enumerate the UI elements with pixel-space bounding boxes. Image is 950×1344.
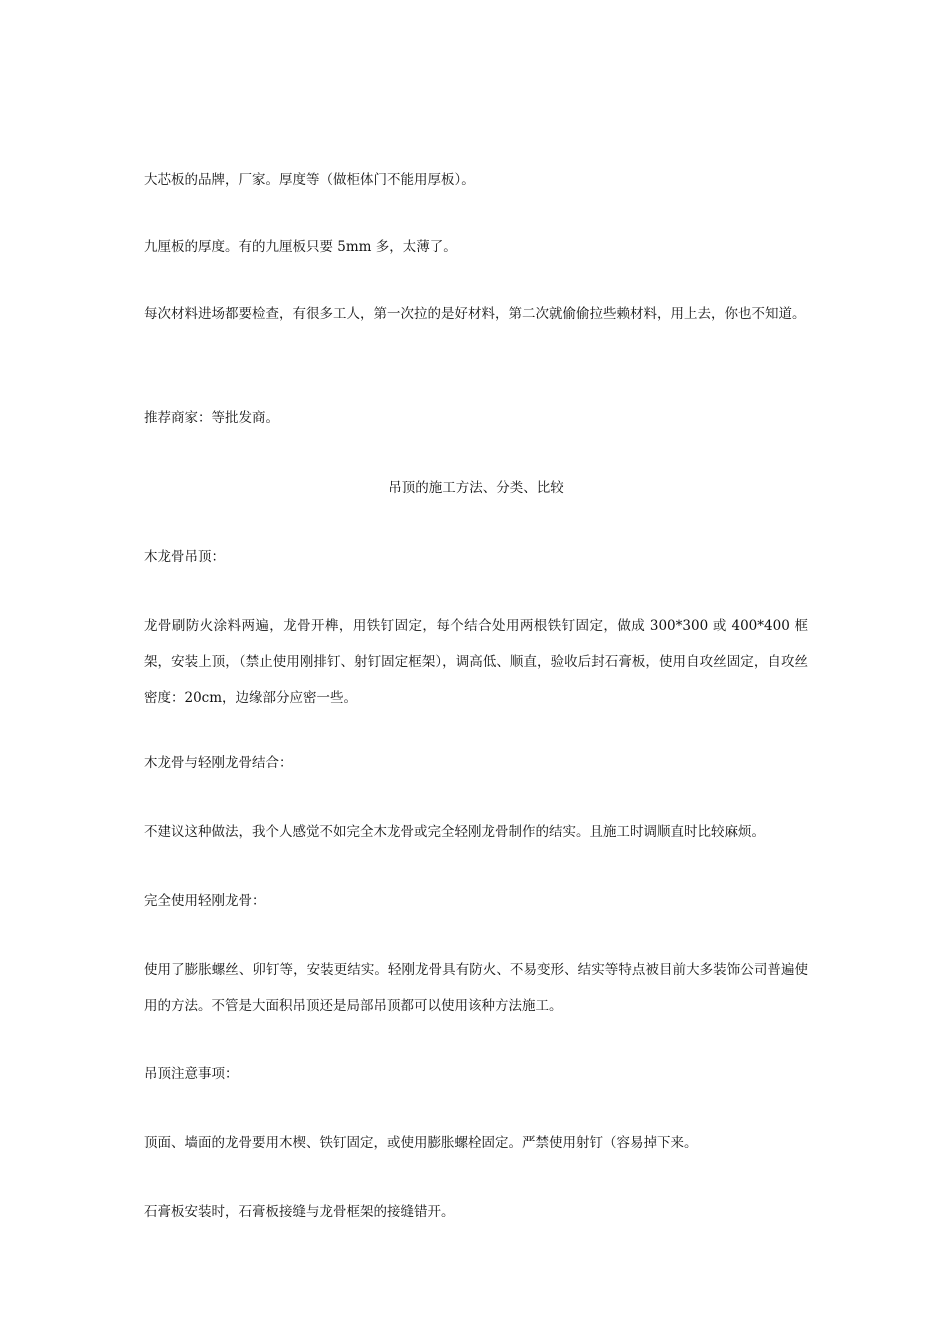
paragraph-keel-fixing: 顶面、墙面的龙骨要用木楔、铁钉固定，或使用膨胀螺栓固定。严禁使用射钉（容易掉下来。	[144, 1135, 698, 1151]
subheading-light-steel: 完全使用轻刚龙骨：	[144, 893, 266, 909]
subheading-wood-keel: 木龙骨吊顶：	[144, 549, 225, 565]
paragraph-plywood-thickness: 九厘板的厚度。有的九厘板只要 5mm 多，太薄了。	[144, 239, 457, 255]
section-heading-ceiling: 吊顶的施工方法、分类、比较	[388, 480, 564, 496]
subheading-wood-light-steel: 木龙骨与轻刚龙骨结合：	[144, 755, 293, 771]
subheading-ceiling-notes: 吊顶注意事项：	[144, 1066, 239, 1082]
paragraph-recommended-seller: 推荐商家：等批发商。	[144, 410, 279, 426]
paragraph-light-steel-method: 使用了膨胀螺丝、卯钉等，安装更结实。轻刚龙骨具有防火、不易变形、结实等特点被目前大多装饰公司普遍使用的方法。不管是大面积吊顶还是局部吊顶都可以使用该种方法施工。	[144, 962, 808, 1014]
paragraph-not-recommended: 不建议这种做法，我个人感觉不如完全木龙骨或完全轻刚龙骨制作的结实。且施工时调顺直时比较麻烦。	[144, 824, 765, 840]
paragraph-wood-keel-method: 龙骨刷防火涂料两遍，龙骨开榫，用铁钉固定，每个结合处用两根铁钉固定，做成 300*300 或 400*400 框架，安装上顶，（禁止使用刚排钉、射钉固定框架），调高低、顺直，验收后封石膏板，使用自攻丝固定，自攻丝密度：20cm，边缘部分应密一些。	[144, 618, 808, 706]
paragraph-material-inspection: 每次材料进场都要检查，有很多工人，第一次拉的是好材料，第二次就偷偷拉些赖材料，用上去，你也不知道。	[144, 306, 806, 322]
paragraph-blockboard-brand: 大芯板的品牌，厂家。厚度等（做柜体门不能用厚板）。	[144, 172, 475, 188]
paragraph-gypsum-board-joints: 石膏板安装时，石膏板接缝与龙骨框架的接缝错开。	[144, 1204, 455, 1220]
